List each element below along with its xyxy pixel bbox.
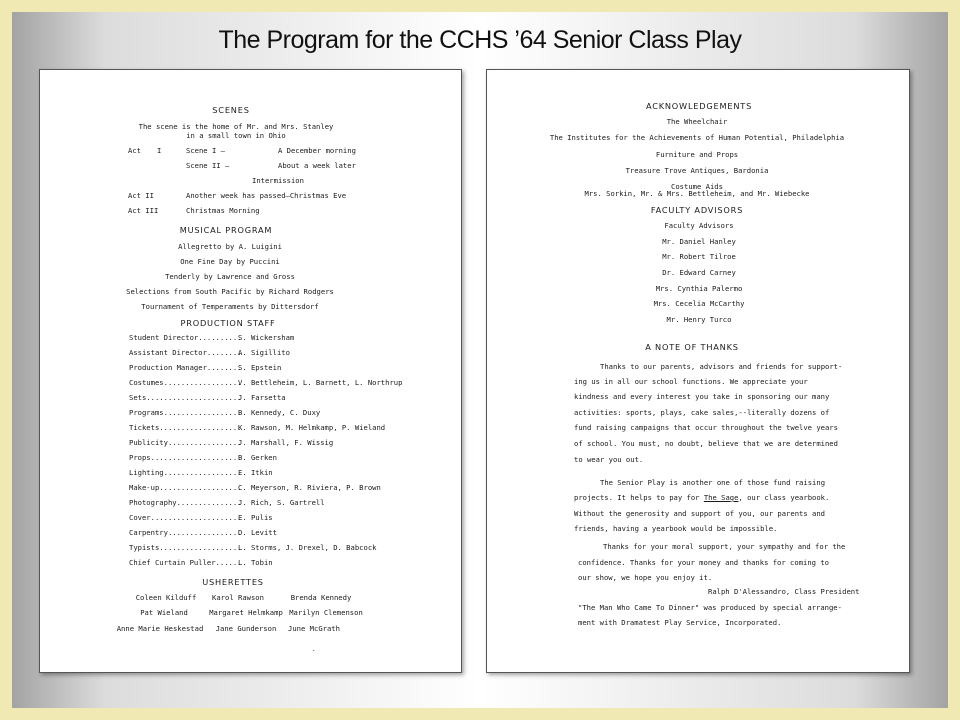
- thanks-paragraph-line: kindness and every interest you take in sponsoring our many: [574, 392, 830, 401]
- thanks-paragraph-line: of school. You must, no doubt, believe that we are determined: [574, 439, 838, 448]
- scene-act-label: Act III: [128, 206, 159, 215]
- staff-names: K. Rawson, M. Helmkamp, P. Wieland: [238, 423, 386, 432]
- usherette-name: Jane Gunderson: [215, 624, 277, 633]
- staff-names: L. Tobin: [238, 558, 273, 567]
- faculty-line: Faculty Advisors: [664, 221, 734, 230]
- scene-act-number: I: [157, 146, 162, 155]
- ack-line: Furniture and Props: [655, 150, 739, 159]
- staff-names: B. Kennedy, C. Duxy: [238, 408, 321, 417]
- staff-names: J. Rich, S. Gartrell: [238, 498, 325, 507]
- class-president-signature: Ralph D'Alessandro, Class President: [708, 587, 860, 596]
- faculty-line: Mrs. Cecelia McCarthy: [653, 299, 745, 308]
- usherettes-heading: USHERETTES: [202, 577, 264, 587]
- thanks-paragraph-line: The Senior Play is another one of those fund raising: [600, 478, 826, 487]
- production-staff-heading: PRODUCTION STAFF: [180, 318, 276, 328]
- staff-names: S. Wickersham: [238, 333, 295, 342]
- staff-names: V. Bettleheim, L. Barnett, L. Northrup: [238, 378, 403, 387]
- program-page-left: [39, 69, 462, 673]
- staff-names: E. Pulis: [238, 513, 273, 522]
- staff-role: Costumes..................: [129, 378, 242, 387]
- usherette-name: Anne Marie Heskestad: [116, 624, 204, 633]
- musical-program-heading: MUSICAL PROGRAM: [179, 225, 273, 235]
- thanks-paragraph-line: Without the generosity and support of you, our parents and: [574, 509, 825, 518]
- faculty-line: Mr. Daniel Hanley: [662, 237, 736, 246]
- thanks-paragraph-line: fund raising campaigns that occur throughout the twelve years: [574, 423, 838, 432]
- scene-label: Another week has passed—Christmas Eve: [186, 191, 347, 200]
- usherette-name: Brenda Kennedy: [290, 593, 352, 602]
- slide-title: The Program for the CCHS ’64 Senior Class Play: [218, 26, 742, 54]
- staff-names: J. Marshall, F. Wissig: [238, 438, 334, 447]
- staff-role: Assistant Director........: [129, 348, 242, 357]
- staff-names: B. Gerken: [238, 453, 277, 462]
- faculty-line: Mr. Henry Turco: [666, 315, 732, 324]
- production-credit-line: ment with Dramatest Play Service, Incorporated.: [578, 618, 782, 627]
- yearbook-title: The Sage: [703, 493, 739, 502]
- print-speck: .: [312, 646, 316, 653]
- usherette-name: Pat Wieland: [140, 608, 188, 617]
- musical-item: One Fine Day by Puccini: [180, 257, 280, 266]
- staff-names: E. Itkin: [238, 468, 273, 477]
- ack-line: Mrs. Sorkin, Mr. & Mrs. Bettleheim, and Mr. Wiebecke: [584, 189, 810, 198]
- staff-names: C. Meyerson, R. Riviera, P. Brown: [238, 483, 381, 492]
- faculty-advisors-heading: FACULTY ADVISORS: [650, 205, 744, 215]
- program-page-right: [486, 69, 910, 673]
- staff-role: Typists...................: [129, 543, 242, 552]
- production-credit-line: "The Man Who Came To Dinner" was produced by special arrange-: [578, 603, 842, 612]
- scene-description: About a week later: [278, 161, 356, 170]
- scene-label: Scene I –: [186, 146, 225, 155]
- scenes-setting-line1: The scene is the home of Mr. and Mrs. Stanley: [138, 122, 334, 131]
- musical-item: Allegretto by A. Luigini: [178, 242, 282, 251]
- staff-role: Photography...............: [129, 498, 242, 507]
- staff-role: Publicity.................: [129, 438, 242, 447]
- ack-line: The Wheelchair: [666, 117, 728, 126]
- ack-line: Costume Aids: [671, 182, 723, 191]
- usherette-name: Coleen Kilduff: [135, 593, 197, 602]
- musical-item: Tenderly by Lawrence and Gross: [165, 272, 295, 281]
- staff-role: Lighting..................: [129, 468, 242, 477]
- faculty-line: Dr. Edward Carney: [662, 268, 736, 277]
- usherette-name: Karol Rawson: [212, 593, 264, 602]
- ack-line: The Institutes for the Achievements of Human Potential, Philadelphia: [549, 133, 845, 142]
- staff-role: Carpentry.................: [129, 528, 242, 537]
- staff-names: L. Storms, J. Drexel, D. Babcock: [238, 543, 377, 552]
- staff-role: Sets......................: [129, 393, 242, 402]
- faculty-line: Mrs. Cynthia Palermo: [655, 284, 743, 293]
- scene-intermission: Intermission: [252, 176, 304, 185]
- thanks-paragraph-line: [574, 493, 829, 503]
- thanks-text: projects. It helps to pay for: [574, 493, 704, 502]
- staff-role: Tickets...................: [129, 423, 242, 432]
- thanks-paragraph-line: Thanks to our parents, advisors and friends for support-: [600, 362, 843, 371]
- note-of-thanks-heading: A NOTE OF THANKS: [645, 342, 739, 352]
- thanks-text: , our class yearbook.: [738, 493, 830, 502]
- faculty-line: Mr. Robert Tilroe: [662, 252, 736, 261]
- thanks-paragraph-line: confidence. Thanks for your money and thanks for coming to: [578, 558, 829, 567]
- ack-line: Treasure Trove Antiques, Bardonia: [625, 166, 769, 175]
- staff-names: D. Levitt: [238, 528, 277, 537]
- staff-names: J. Farsetta: [238, 393, 286, 402]
- staff-role: Student Director..........: [129, 333, 242, 342]
- staff-names: A. Sigillito: [238, 348, 290, 357]
- staff-role: Production Manager........: [129, 363, 242, 372]
- scene-act-label: Act II: [128, 191, 154, 200]
- thanks-paragraph-line: our show, we hope you enjoy it.: [578, 573, 713, 582]
- thanks-paragraph-line: Thanks for your moral support, your sympathy and for the: [603, 542, 846, 551]
- staff-role: Programs..................: [129, 408, 242, 417]
- usherette-name: Margaret Helmkamp: [209, 608, 283, 617]
- usherette-name: June McGrath: [288, 624, 340, 633]
- thanks-paragraph-line: friends, having a yearbook would be impossible.: [574, 524, 778, 533]
- thanks-paragraph-line: to wear you out.: [574, 455, 644, 464]
- usherette-name: Marilyn Clemenson: [289, 608, 363, 617]
- staff-role: Make-up...................: [129, 483, 242, 492]
- staff-role: Props.....................: [129, 453, 242, 462]
- thanks-paragraph-line: activities: sports, plays, cake sales,--literally dozens of: [574, 408, 830, 417]
- musical-item: Tournament of Temperaments by Dittersdorf: [141, 302, 319, 311]
- thanks-paragraph-line: ing us in all our school functions. We appreciate your: [574, 377, 808, 386]
- scene-act-label: Act: [128, 146, 141, 155]
- scene-label: Scene II –: [186, 161, 230, 170]
- scene-description: A December morning: [278, 146, 356, 155]
- acknowledgements-heading: ACKNOWLEDGEMENTS: [645, 101, 753, 111]
- scenes-heading: SCENES: [212, 105, 250, 115]
- staff-role: Cover.....................: [129, 513, 242, 522]
- scene-label: Christmas Morning: [186, 206, 260, 215]
- scenes-setting-line2: in a small town in Ohio: [186, 131, 286, 140]
- musical-item: Selections from South Pacific by Richard Rodgers: [126, 287, 334, 296]
- staff-role: Chief Curtain Puller......: [129, 558, 242, 567]
- staff-names: S. Epstein: [238, 363, 282, 372]
